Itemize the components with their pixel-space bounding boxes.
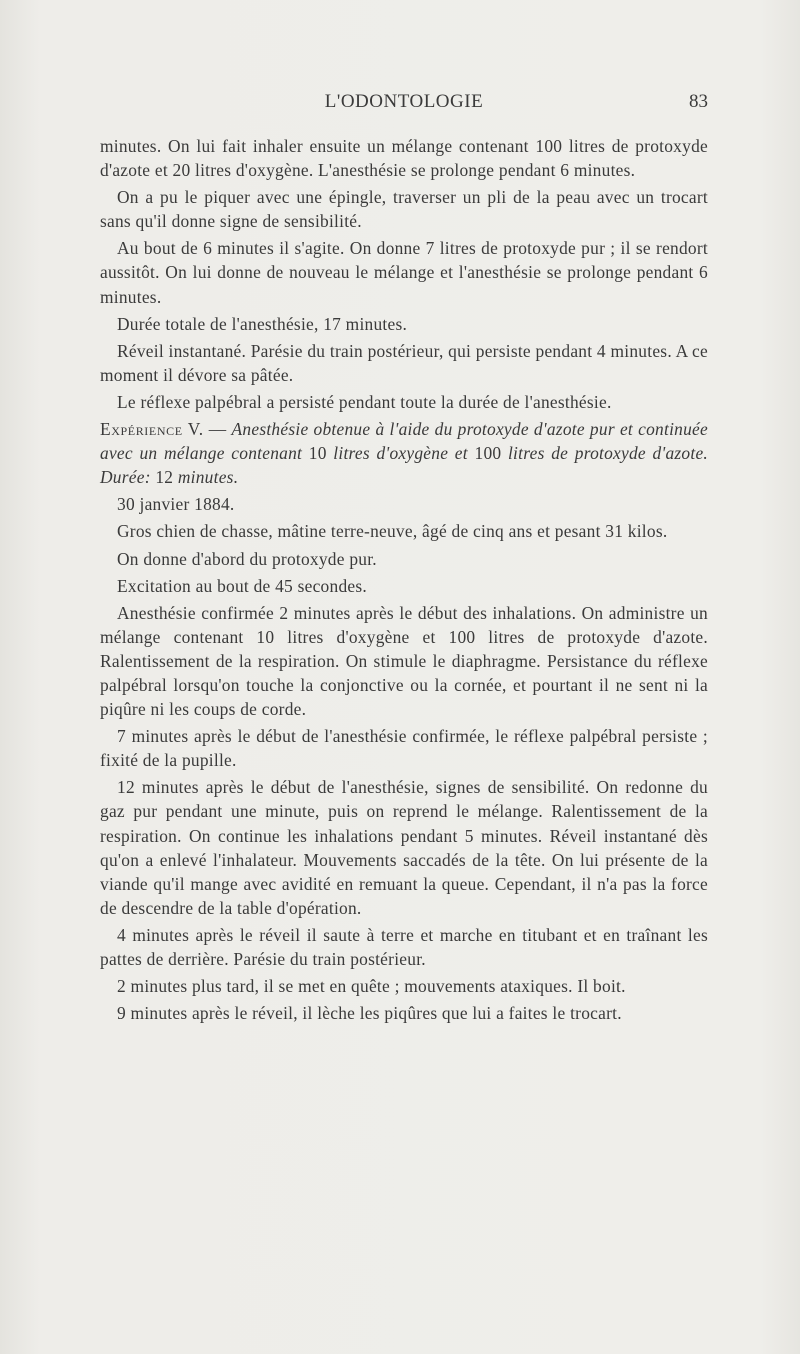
paragraph: 12 minutes après le début de l'anesthésie, signes de sensibilité. On redonne du gaz pur pendant une minute, puis on reprend le mélange. Ralentissement de la respiration. On continue les inhalations pendant 5 minutes. Réveil instantané dès qu'on a enlevé l'inhalateur. Mouvements saccadés de la tête. On lui présente de la viande qu'il mange avec avidité en remuant la queue. Cependant, il n'a pas la force de descendre de la table d'opération. [100,777,708,918]
experiment-number: 100 [474,443,502,464]
paragraph: On a pu le piquer avec une épingle, traverser un pli de la peau avec un trocart sans qu'il donne signe de sensibilité. [100,187,708,232]
paragraph: 30 janvier 1884. [117,494,235,515]
paragraph: 7 minutes après le début de l'anesthésie confirmée, le réflexe palpébral persiste ; fixité de la pupille. [100,726,708,771]
experiment-number: 10 [308,443,327,464]
experiment-number: 12 [155,467,174,488]
paragraph: 9 minutes après le réveil, il lèche les piqûres que lui a faites le trocart. [117,1003,622,1024]
paragraph: Excitation au bout de 45 secondes. [117,575,367,596]
paragraph: Le réflexe palpébral a persisté pendant toute la durée de l'anesthésie. [117,391,612,412]
paragraph: minutes. On lui fait inhaler ensuite un mélange contenant 100 litres de protoxyde d'azote et 20 litres d'oxygène. L'anesthésie se prolonge pendant 6 minutes. [100,136,708,181]
experiment-title-part: Anesthésie obtenue à l'aide du protoxyde d'azote pur et continuée avec un mélange contenant [100,419,708,464]
experiment-title-part: litres de protoxyde d'azote. Durée: [100,443,709,488]
paragraph: 2 minutes plus tard, il se met en quête ; mouvements ataxiques. Il boit. [117,976,626,997]
experiment-dash: — [203,419,232,440]
experiment-title-part: litres d'oxygène et [326,443,475,464]
body-text [100,134,708,1028]
paragraph: 4 minutes après le réveil il saute à terre et marche en titubant et en traînant les pattes de derrière. Parésie du train postérieur. [100,924,708,969]
paragraph: On donne d'abord du protoxyde pur. [117,548,377,569]
experiment-heading [100,417,708,489]
paragraph: Réveil instantané. Parésie du train postérieur, qui persiste pendant 4 minutes. A ce moment il dévore sa pâtée. [100,340,708,385]
page-header [100,91,708,119]
running-title: L'ODONTOLOGIE [324,91,484,112]
experiment-label: Expérience V. [100,419,204,440]
paragraph: Durée totale de l'anesthésie, 17 minutes. [117,313,408,334]
paragraph: Gros chien de chasse, mâtine terre-neuve, âgé de cinq ans et pesant 31 kilos. [117,521,668,542]
paragraph: Au bout de 6 minutes il s'agite. On donne 7 litres de protoxyde pur ; il se rendort aussitôt. On lui donne de nouveau le mélange et l'anesthésie se prolonge pendant 6 minutes. [100,238,708,307]
experiment-title-part: minutes. [173,467,239,488]
paragraph: Anesthésie confirmée 2 minutes après le début des inhalations. On administre un mélange contenant 10 litres d'oxygène et 100 litres de protoxyde d'azote. Ralentissement de la respiration. On stimule le diaphragme. Persistance du réflexe palpébral lorsqu'on touche la conjonctive ou la cornée, et pourtant il ne sent ni la piqûre ni les coups de corde. [100,602,708,720]
page-number: 83 [689,91,708,112]
